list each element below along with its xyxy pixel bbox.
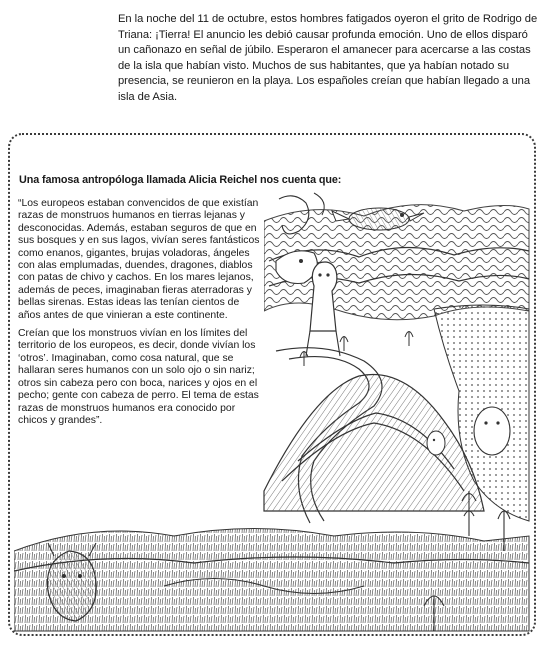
right-creature	[474, 407, 510, 455]
central-hill	[264, 374, 484, 511]
quote-paragraph-1: “Los europeos estaban convencidos de que existían razas de monstruos humanos en tierras lejanas y desconocidas. Además, estaban seguros de que en sus bosques y en sus lagos, vivían seres fantásticos como enanos, gigantes, brujas voladoras, ángeles con alas emplumadas, duendes, dragones, diablos con patas de chivo y cachos. En los mares lejanos, además de peces, imaginaban fieras aterradoras y bellas sirenas. Estas ideas las tenían cientos de años antes de que vinieran a este continente.	[18, 198, 260, 321]
small-creature	[427, 431, 445, 455]
quote-box-heading: Una famosa antropóloga llamada Alicia Reichel nos cuenta que:	[19, 174, 342, 186]
intro-text	[118, 12, 542, 106]
quote-paragraph-2: Creían que los monstruos vivían en los límites del territorio de los europeos, es decir, donde vivían los ‘otros’. Imaginaban, como cosa natural, que se hallaran seres humanos con un solo ojo o sin nariz; otros sin cabeza pero con boca, narices y ojos en el pecho; gente con cabeza de perro. El tema de estas razas de monstruos humanos era conocido por chicos y grandes”.	[18, 328, 259, 426]
quote-text-column	[18, 198, 264, 433]
intro-paragraph: En la noche del 11 de octubre, estos hombres fatigados oyeron el grito de Rodrigo de Triana: ¡Tierra! El anuncio les debió causar profunda emoción. Uno de ellos disparó un cañonazo en señal de júbilo. Esperaron el amanecer para acercarse a las costas de la isla que habían visto. Muchos de sus habitantes, que ya habían notado su presencia, se reunieron en la playa. Los españoles creían que habían llegado a una isla de Asia.	[118, 13, 538, 103]
